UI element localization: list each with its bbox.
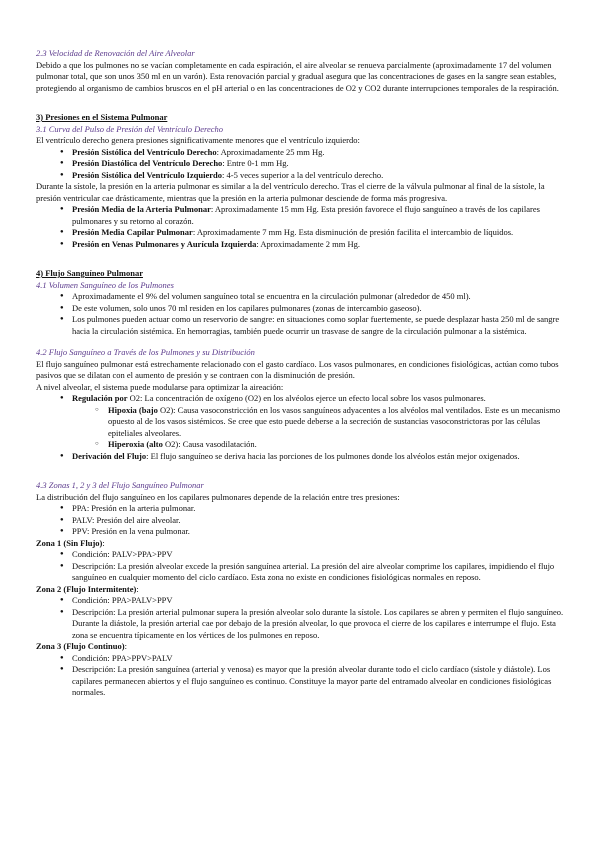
list-item: ● Presión Sistólica del Ventrículo Izquierdo: 4-5 veces superior a la del ventrículo derecho.	[36, 170, 566, 182]
section-3-1-intro: El ventrículo derecho genera presiones significativamente menores que el ventrículo izquierdo:	[36, 135, 360, 145]
section-4-title: 4) Flujo Sanguíneo Pulmonar	[36, 268, 143, 278]
section-2-3-paragraph: Debido a que los pulmones no se vacían completamente en cada espiración, el aire alveolar se renueva parcialmente (aproximadamente 17 del volumen pulmonar total, que son unos 350 ml en un varón). Esta renovación parcial y gradual asegura que las concentraciones de gases en la sangre sean estables, protegiendo al organismo de cambios bruscos en el pH arterial o en las concentraciones de O2 y CO2 durante interrupciones temporales de la respiración.	[36, 59, 559, 93]
list-item: ● Aproximadamente el 9% del volumen sanguíneo total se encuentra en la circulación pulmonar (alrededor de 450 ml).	[36, 291, 566, 303]
list-item: ● Condición: PALV>PPA>PPV	[36, 549, 566, 561]
zone-2-list	[36, 595, 566, 641]
list-item: ● Presión en Venas Pulmonares y Aurícula Izquierda: Aproximadamente 2 mm Hg.	[36, 239, 566, 251]
list-item: ○ Hiperoxia (alto O2): Causa vasodilatación.	[36, 439, 566, 451]
zone-2-heading: Zona 2 (Flujo Intermitente):	[36, 583, 139, 594]
list-item: ● Los pulmones pueden actuar como un reservorio de sangre: en situaciones como soplar fuertemente, se puede desplazar hasta 250 ml de sangre hacia la circulación sistémica. En hemorragias, también puede ocurrir un trasvase de sangre de la circulación pulmonar a la sistémica.	[36, 314, 566, 337]
zone-3-heading: Zona 3 (Flujo Continuo):	[36, 641, 127, 651]
list-item: ● Regulación por O2: La concentración de oxígeno (O2) en los alvéolos ejerce un efecto local sobre los vasos pulmonares. ○ Hipoxia (bajo O2): Causa vasoconstricción en los vasos sanguíneos adyacentes a los alvéolos mal ventilados. Este es un mecanismo opuesto al de los vasos sistémicos. Se cree que esto puede deberse a la secreción de sustancias vasoconstrictoras por las células epiteliales alveolares. ○ Hiperoxia (alto O2): Causa vasodilatación.	[36, 393, 566, 451]
list-item: ● Derivación del Flujo: El flujo sanguíneo se deriva hacia las porciones de los pulmones donde los alvéolos están mejor oxigenados.	[36, 451, 566, 463]
list-item: ● PPV: Presión en la vena pulmonar.	[36, 526, 566, 538]
list-item: ● Condición: PPA>PALV>PPV	[36, 595, 566, 607]
list-item: ● Descripción: La presión alveolar excede la presión sanguínea arterial. La presión del aire alveolar comprime los capilares, impidiendo el flujo sanguíneo en cualquier momento del ciclo cardíaco. Esta zona no existe en condiciones fisiológicas normales en reposo.	[36, 561, 566, 584]
section-3-1-title: 3.1 Curva del Pulso de Presión del Ventrículo Derecho	[36, 123, 224, 134]
section-4-2-title: 4.2 Flujo Sanguíneo a Través de los Pulmones y su Distribución	[36, 347, 255, 357]
list-item: ● Descripción: La presión arterial pulmonar supera la presión alveolar solo durante la sístole. Los capilares se abren y permiten el flujo sanguíneo. Durante la diástole, la presión arterial cae por debajo de la presión alveolar, lo que provoca el cierre de los capilares e interrumpe el flujo. Esta zona se encuentra típicamente en los vértices de los pulmones en reposo.	[36, 607, 566, 642]
list-item: ● PPA: Presión en la arteria pulmonar.	[36, 503, 566, 515]
pressure-definitions-list	[36, 503, 566, 538]
section-3-1-paragraph: Durante la sístole, la presión en la arteria pulmonar es similar a la del ventrículo derecho. Tras el cierre de la válvula pulmonar al final de la sístole, la presión ventricular cae drásticamente, mientras que la presión en la arteria pulmonar desciende de forma más progresiva.	[36, 181, 545, 203]
list-item: ● Presión Media de la Arteria Pulmonar: Aproximadamente 15 mm Hg. Esta presión favorece el flujo sanguíneo a través de los capilares pulmonares y su retorno al corazón.	[36, 204, 566, 227]
section-4-3-paragraph: La distribución del flujo sanguíneo en los capilares pulmonares depende de la relación entre tres presiones:	[36, 491, 400, 502]
zone-3-list	[36, 653, 566, 699]
section-4-3-title: 4.3 Zonas 1, 2 y 3 del Flujo Sanguíneo Pulmonar	[36, 480, 204, 490]
list-item: ● Condición: PPA>PPV>PALV	[36, 653, 566, 665]
blood-volume-list	[36, 291, 566, 337]
list-item: ○ Hipoxia (bajo O2): Causa vasoconstricción en los vasos sanguíneos adyacentes a los alvéolos mal ventilados. Este es un mecanismo opuesto al de los vasos sistémicos. Se cree que esto puede deberse a la secreción de sustancias vasoconstrictoras por las células epiteliales alveolares.	[36, 405, 566, 440]
regulation-sublist	[36, 405, 566, 451]
section-4-2-paragraph-2: A nivel alveolar, el sistema puede modularse para optimizar la aireación:	[36, 381, 284, 392]
section-4-1-title: 4.1 Volumen Sanguíneo de los Pulmones	[36, 279, 174, 290]
list-item: ● Presión Sistólica del Ventrículo Derecho: Aproximadamente 25 mm Hg.	[36, 147, 566, 159]
list-item: ● Presión Diastólica del Ventrículo Derecho: Entre 0-1 mm Hg.	[36, 158, 566, 170]
section-4-2-paragraph-1: El flujo sanguíneo pulmonar está estrechamente relacionado con el gasto cardíaco. Los vasos pulmonares, en condiciones fisiológicas, actúan como tubos pasivos que se dilatan con el aumento de presión y se contraen con la disminución de presión.	[36, 358, 559, 380]
list-item: ● PALV: Presión del aire alveolar.	[36, 515, 566, 527]
section-3-title: 3) Presiones en el Sistema Pulmonar	[36, 112, 168, 122]
section-2-3-title: 2.3 Velocidad de Renovación del Aire Alveolar	[36, 48, 195, 58]
regulation-list	[36, 393, 566, 462]
list-item: ● Descripción: La presión sanguínea (arterial y venosa) es mayor que la presión alveolar durante todo el ciclo cardíaco (sístole y diástole). Los capilares permanecen abiertos y el flujo sanguíneo es continuo. Constituye la mayor parte del entramado alveolar en condiciones fisiológicas normales.	[36, 664, 566, 699]
zone-1-list	[36, 549, 566, 584]
list-item: ● Presión Media Capilar Pulmonar: Aproximadamente 7 mm Hg. Esta disminución de presión facilita el intercambio de líquidos.	[36, 227, 566, 239]
list-item: ● De este volumen, solo unos 70 ml residen en los capilares pulmonares (zonas de intercambio gaseoso).	[36, 303, 566, 315]
pressure-list-2	[36, 204, 566, 250]
pressure-list-1	[36, 147, 566, 182]
zone-1-heading: Zona 1 (Sin Flujo):	[36, 537, 105, 548]
document-page	[36, 48, 566, 699]
